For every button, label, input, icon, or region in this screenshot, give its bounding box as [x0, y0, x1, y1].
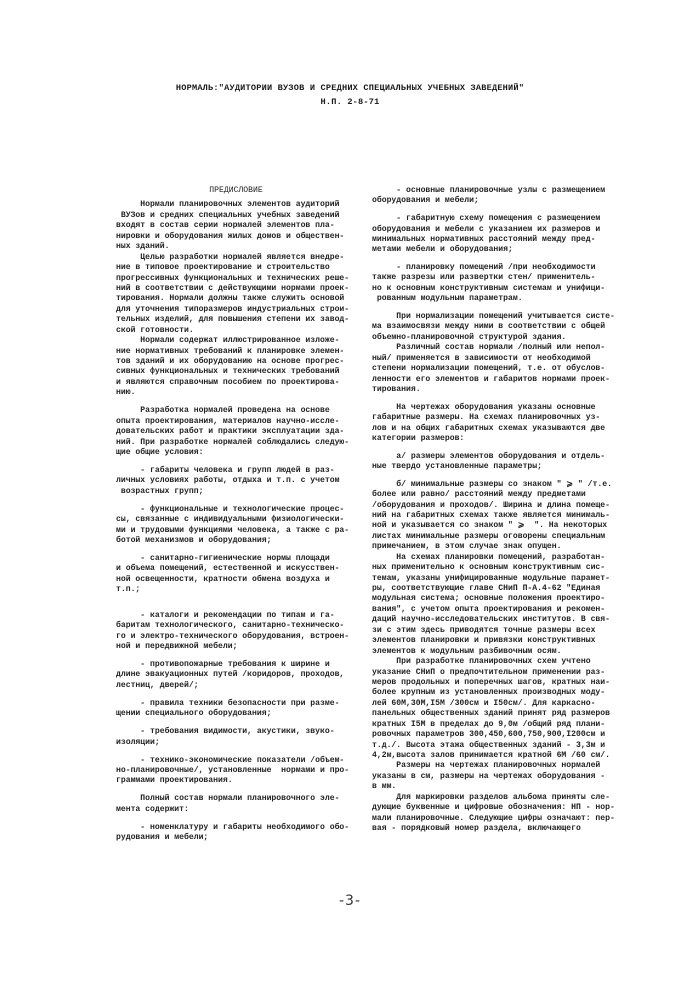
text-line: элементов планировки и привязки конструктивных	[372, 636, 596, 646]
text-line: - требования видимости, акустики, звуко-	[116, 727, 335, 737]
paragraph-gap	[116, 787, 356, 795]
text-line: указаны в см, размеры на чертежах оборудования -	[372, 771, 606, 781]
text-line: - планировку помещений /при необходимости	[372, 263, 596, 272]
text-line: - габаритную схему помещения с размещением	[372, 214, 601, 224]
text-line: а/ размеры элементов оборудования и отдель-	[372, 451, 606, 461]
paragraph-gap	[116, 547, 356, 555]
text-line: ма взаимосвязи между ними в соответствии с общей	[372, 322, 606, 332]
text-line: в мм.	[372, 782, 397, 792]
text-line: габаритные размеры. На схемах планировочных уз-	[372, 413, 601, 423]
paragraph-gap	[372, 305, 632, 312]
text-line: - правила техники безопасности при разме-	[116, 698, 340, 708]
text-line: Нормали содержат иллюстрированное изложе-	[116, 336, 340, 346]
text-line: тирования.	[372, 385, 421, 394]
text-line: ры, соответствующие главе СНиП П-А.4-62 "Единая	[372, 584, 601, 593]
text-line: Целью разработки нормалей является внедре-	[116, 252, 345, 262]
paragraph-gap	[116, 653, 356, 661]
text-line: ровочных параметров 300,450,600,750,900,I200см и	[372, 730, 606, 740]
paragraph-gap	[116, 399, 356, 407]
text-line: При разработке планировочных схем учтено	[372, 657, 591, 667]
text-line: нию.	[116, 388, 136, 398]
paragraph-gap	[116, 815, 356, 823]
text-line: личных условиях работы, отдыха и т.п. с учетом	[116, 476, 340, 486]
text-line: входят в состав серии нормалей элементов пла-	[116, 221, 335, 231]
paragraph-gap	[116, 603, 356, 611]
text-line: б/ минимальные размеры со знаком " ⩾ " /т.е.	[372, 479, 612, 489]
text-line: ми и трудовыми функциями человека, а также с ра-	[116, 525, 350, 535]
text-line: даций научно-исследовательских институтов. В свя-	[372, 615, 610, 625]
text-line: Различный состав нормали /полный или непол-	[372, 343, 606, 353]
paragraph-gap	[372, 395, 632, 402]
text-line: прогрессивных функциональных и технических реше-	[116, 273, 350, 283]
text-line: ные твердо установленные параметры;	[372, 462, 542, 471]
text-line: категории размеров:	[372, 433, 465, 443]
text-line: сивных функциональных и технических требований	[116, 367, 340, 377]
text-line: - основные планировочные узлы с размещением	[372, 186, 606, 195]
text-line: щие общие условия:	[116, 448, 204, 457]
text-line: - технико-экономические показатели /объем-	[116, 755, 345, 765]
text-line: изоляции;	[116, 737, 160, 747]
paragraph-gap	[116, 720, 356, 728]
text-line: Размеры на чертежах планировочных нормалей	[372, 761, 601, 771]
text-line: длине эвакуационных путей /коридоров, проходов,	[116, 670, 345, 680]
text-line: сы, связанные с индивидуальными физиологически-	[116, 515, 345, 525]
text-line: лей 60М,30М,I5М /300см и I50см/. Для каркасно-	[372, 698, 596, 708]
text-line: ных зданий.	[116, 242, 170, 252]
text-line: возрастных групп;	[116, 486, 204, 496]
text-line: рованным модульным параметрам.	[372, 294, 523, 304]
text-line: мали планировочные. Следующие цифры означают: пер-	[372, 813, 615, 823]
text-line: ботой механизмов и оборудования;	[116, 536, 272, 546]
paragraph-gap	[116, 748, 356, 756]
paragraph-gap	[372, 207, 632, 214]
text-line: - габариты человека и групп людей в раз-	[116, 465, 335, 475]
text-line: щении специального оборудования;	[116, 709, 272, 719]
paragraph-gap	[116, 596, 356, 604]
text-line: ний в соответствии с действующими нормами проек-	[116, 283, 350, 293]
text-line: оборудования и мебели с указанием их размеров и	[372, 224, 601, 234]
text-line: ской готовности.	[116, 325, 194, 335]
text-line: лестниц, дверей/;	[116, 680, 199, 690]
text-line: меров продольных и поперечных шагов, кратных наи-	[372, 677, 610, 687]
text-line: Полный состав нормали планировочного эле-	[116, 794, 340, 804]
text-line: /оборудования и проходов/. Ширина и длина помеще-	[372, 500, 610, 510]
text-line: темам, указаны унифицированные модульные парамет-	[372, 573, 610, 583]
text-line: ний. При разработке нормалей соблюдались следую-	[116, 437, 350, 447]
text-line: ной и передвижной мебели;	[116, 642, 238, 652]
paragraph-gap	[116, 691, 356, 699]
text-line: оборудования и мебели;	[372, 196, 479, 206]
text-line: но-планировочные/, установленные нормами и про-	[116, 766, 350, 775]
text-line: мента содержит:	[116, 804, 189, 814]
text-line: лов и на общих габаритных схемах указываются две	[372, 423, 606, 433]
text-line: ной и указывается со знаком " ⩾ ". На некоторых	[372, 521, 608, 531]
text-line: кратных I5М в пределах до 9,0м /общий ряд плани-	[372, 719, 606, 729]
text-line: но к основным конструктивным системам и унифици-	[372, 283, 606, 293]
text-line: ной освещенности, кратности обмена воздуха и	[116, 574, 330, 584]
text-line: более крупным из установленных производных моду-	[372, 688, 606, 698]
text-line: степени нормализации помещений, т.е. от обуслов-	[372, 364, 606, 374]
text-line: - функциональные и технологические процес-	[116, 504, 345, 514]
text-line: Для маркировки разделов альбома приняты сле-	[372, 792, 610, 802]
text-line: - номенклатуру и габариты необходимого обо-	[116, 822, 350, 832]
text-line: дующие буквенные и цифровые обозначения: НП - нор-	[372, 803, 615, 813]
text-line: ленности его элементов и габаритов нормами проек-	[372, 374, 610, 384]
paragraph-gap	[116, 458, 356, 466]
section-title: ПРЕДИСЛОВИЕ	[209, 186, 263, 195]
text-line: для уточнения типоразмеров индустриальных строи-	[116, 304, 350, 314]
text-line: указание СНиП о предпочтительном применении раз-	[372, 667, 606, 677]
text-line: вая - порядковый номер раздела, включающего	[372, 824, 581, 834]
paragraph-gap	[116, 497, 356, 505]
text-line: ных применительно к основным конструктивным сис-	[372, 563, 606, 573]
text-line: и объема помещений, естественной и искусствен-	[116, 564, 340, 574]
text-line: ный/ применяется в зависимости от необходимой	[372, 353, 591, 363]
text-line: т.д./. Высота этажа общественных зданий - 3,3м и	[372, 740, 606, 750]
text-line: ВУЗов и средних специальных учебных заведений	[116, 210, 340, 220]
text-line: 4,2м,высота залов принимается кратной 6М /60 см/.	[372, 751, 610, 760]
text-line: - противопожарные требования к ширине и	[116, 660, 330, 669]
text-line: нировки и оборудования жилых домов и обществен-	[116, 231, 345, 241]
text-line: ние нормативных требований к планировке элемен-	[116, 346, 345, 356]
text-line: объемно-планировочной структурой здания.	[372, 332, 567, 342]
text-line: также разрезы или развертки стен/ применитель-	[372, 273, 596, 283]
text-line: ний на габаритных схемах также является минималь-	[372, 510, 610, 520]
text-line: довательских работ и практики эксплуатации зда-	[116, 427, 345, 437]
text-line: При нормализации помещений учитывается систе-	[372, 311, 615, 321]
text-line: баритам технологического, санитарно-техническо-	[116, 621, 345, 631]
text-line: минимальных нормативных расстояний между пред-	[372, 234, 596, 244]
text-line: граммами проектирования.	[116, 776, 233, 786]
paragraph-gap	[372, 256, 632, 263]
text-line: Нормали планировочных элементов аудиторий	[116, 200, 340, 210]
right-column	[372, 186, 632, 835]
text-line: метами мебели и оборудования;	[372, 245, 513, 255]
document-code: Н.П. 2-8-71	[320, 97, 380, 107]
text-line: ние в типовое проектирование и строительство	[116, 263, 330, 273]
text-line: На схемах планировки помещений, разработан-	[372, 552, 606, 562]
text-line: вания", с учетом опыта проектирования и рекомен-	[372, 604, 606, 614]
text-line: - санитарно-гигиенические нормы площади	[116, 554, 330, 563]
text-line: зи с этим здесь приводятся точные размеры всех	[372, 625, 596, 635]
text-line: рудования и мебели;	[116, 833, 209, 843]
text-line: модульная система; основные положения проектиро-	[372, 594, 606, 604]
page-number: -3-	[338, 893, 361, 909]
text-line: тирования. Нормали должны также служить основой	[116, 294, 345, 304]
text-line: тельных изделий, для повышения степени их завод-	[116, 315, 350, 325]
left-column	[116, 186, 356, 844]
text-line: листах минимальные размеры оговорены специальным	[372, 531, 606, 541]
text-line: примечанием, в этом случае знак опущен.	[372, 542, 562, 552]
text-line: и являются справочным пособием по проектирова-	[116, 377, 340, 387]
paragraph-gap	[372, 444, 632, 451]
text-line: Разработка нормалей проведена на основе	[116, 406, 330, 416]
text-line: опыта проектирования, материалов научно-иссле-	[116, 416, 340, 426]
document-title: НОРМАЛЬ:"АУДИТОРИИ ВУЗОВ И СРЕДНИХ СПЕЦИАЛЬНЫХ УЧЕБНЫХ ЗАВЕДЕНИЙ"	[175, 83, 525, 93]
text-line: - каталоги и рекомендации по типам и га-	[116, 610, 335, 620]
text-line: панельных общественных зданий принят ряд размеров	[372, 709, 610, 719]
text-line: т.п.;	[116, 585, 141, 595]
text-line: го и электро-технического оборудования, встроен-	[116, 631, 350, 641]
text-line: тов зданий и их оборудованию на основе прогрес-	[116, 357, 345, 366]
paragraph-gap	[372, 472, 632, 479]
text-line: элементов к модульным разбивочным осям.	[372, 646, 562, 656]
text-line: более или равно/ расстояний между предметами	[372, 490, 586, 500]
text-line: На чертежах оборудования указаны основные	[372, 402, 596, 412]
